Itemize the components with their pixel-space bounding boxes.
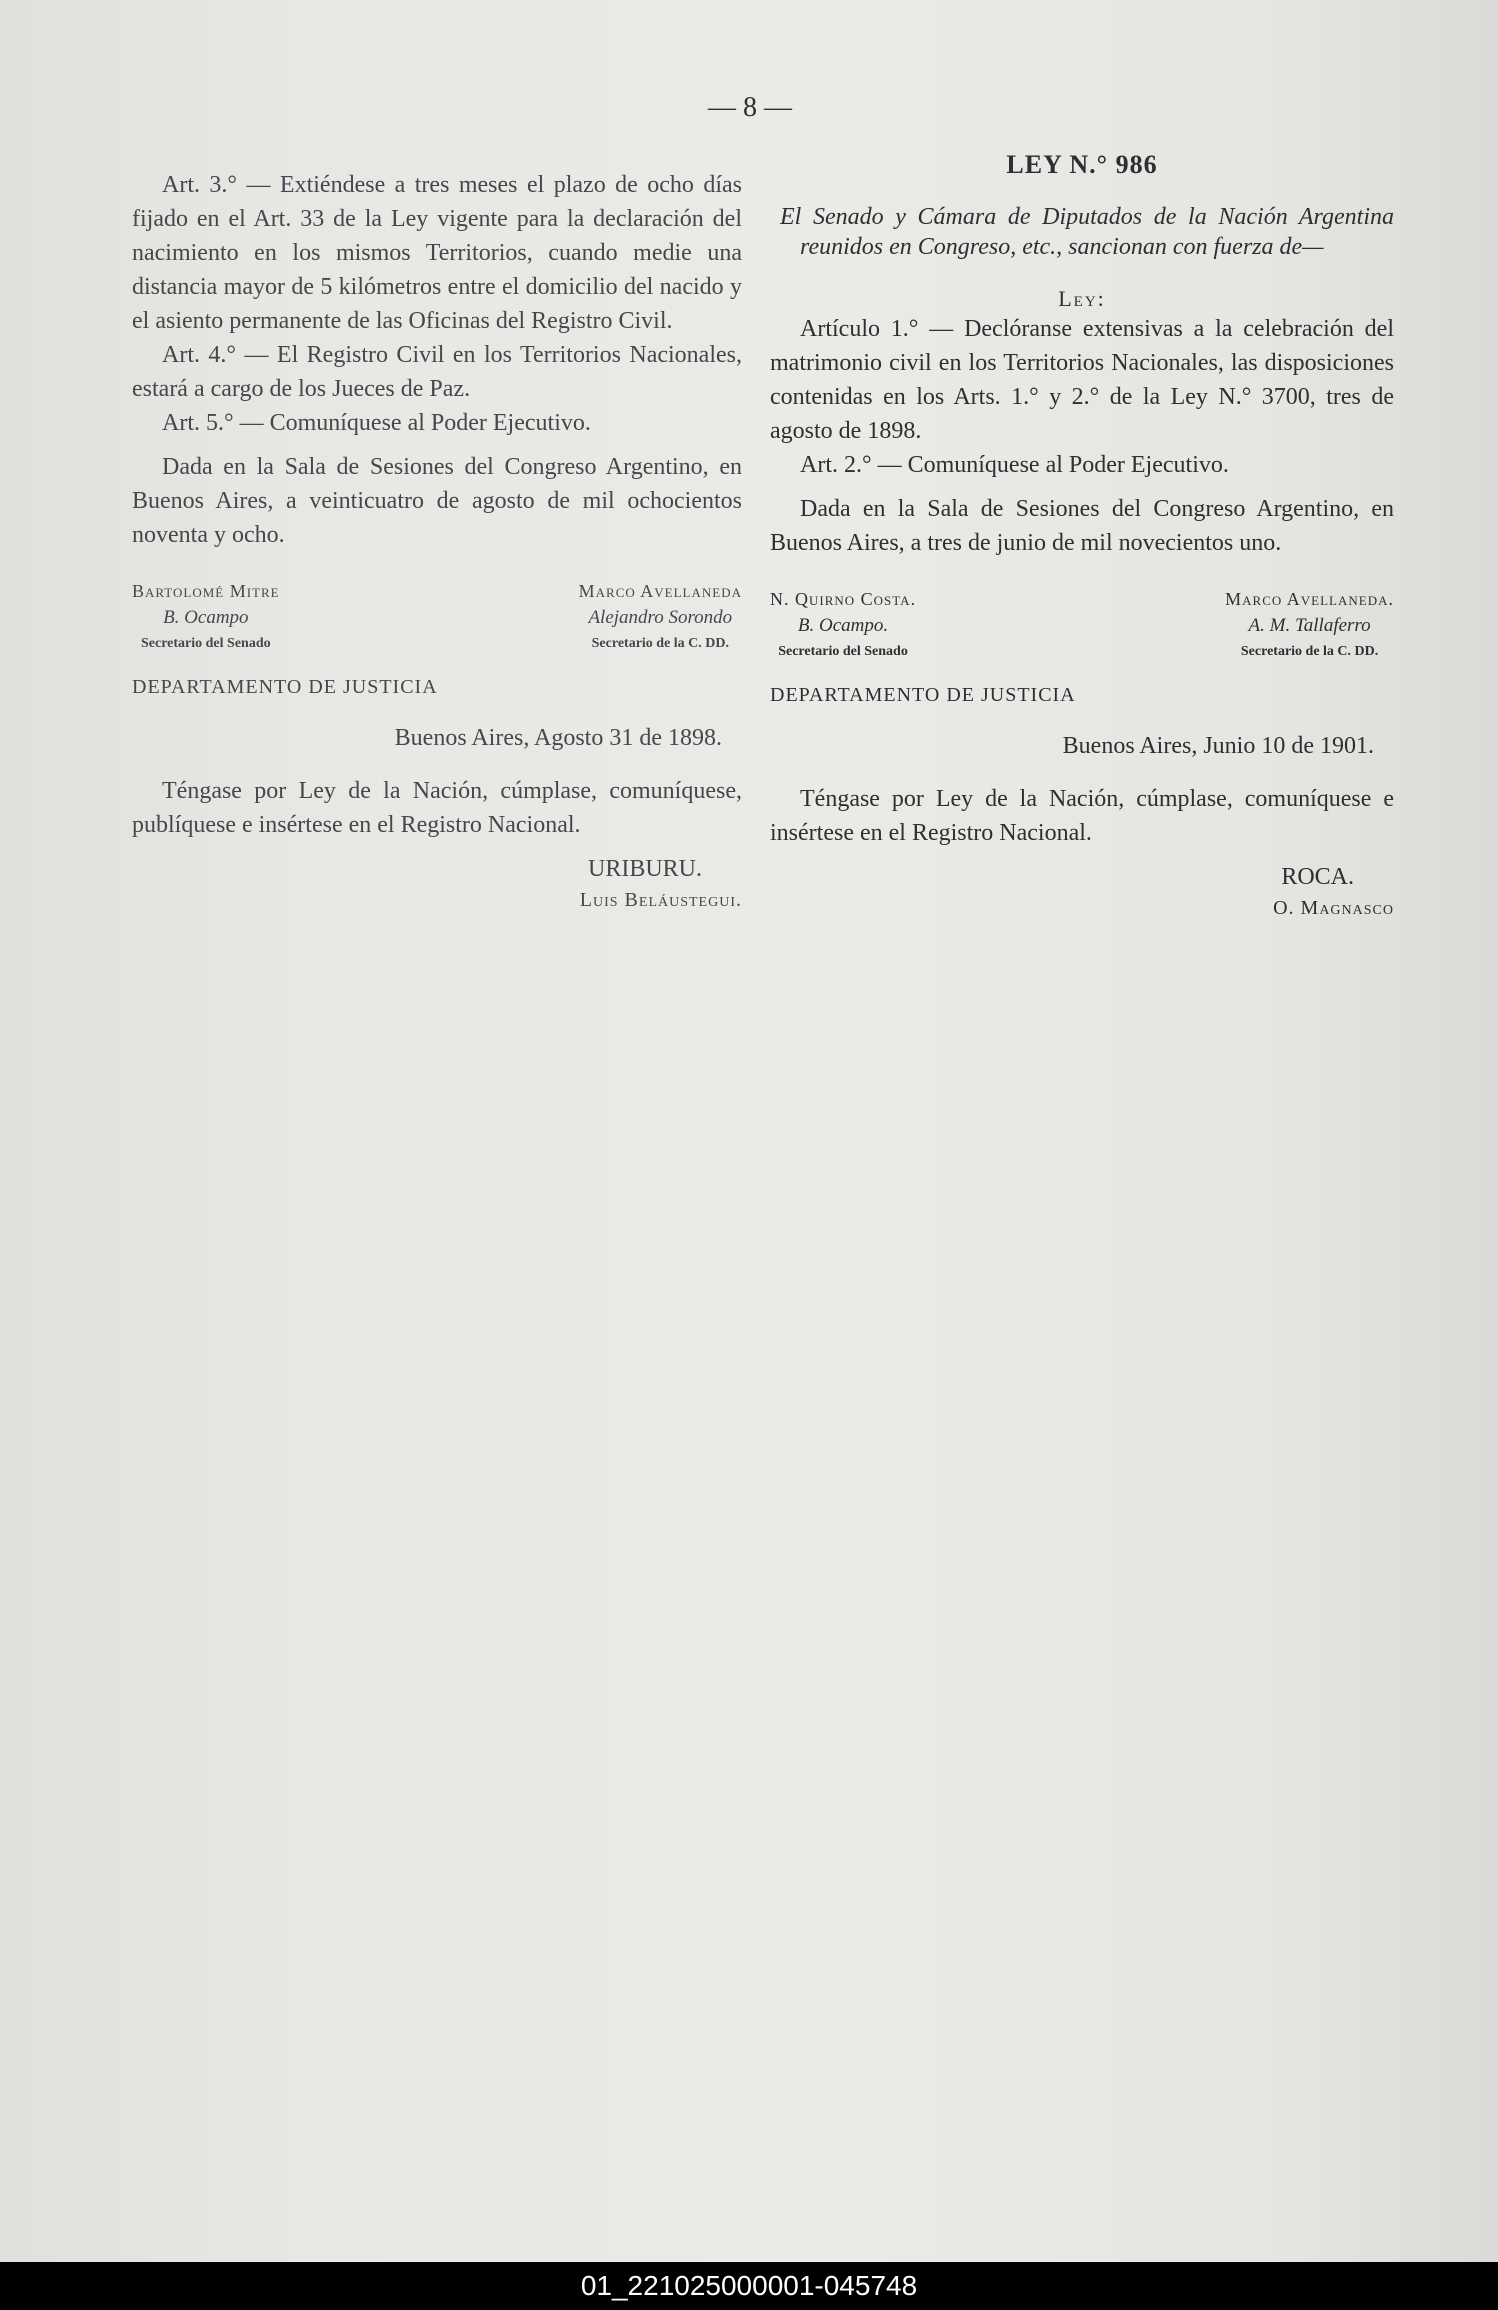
senate-role: Secretario del Senado [140, 636, 271, 651]
article-5: Art. 5.° — Comuníquese al Poder Ejecutivo. [162, 410, 591, 436]
department-heading: DEPARTAMENTO DE JUSTICIA [770, 684, 1076, 706]
decree-date: Buenos Aires, Agosto 31 de 1898. [394, 725, 722, 751]
closing-paragraph: Téngase por Ley de la Nación, cúmplase, comuníquese, publíquese e insértese en el Registro Nacional. [132, 778, 742, 838]
senate-secretary: B. Ocampo. [797, 615, 889, 636]
deputies-signature [579, 578, 742, 656]
article-4: Art. 4.° — El Registro Civil en los Territorios Nacionales, estará a cargo de los Jueces de Paz. [132, 342, 742, 402]
senate-secretary: B. Ocampo [163, 607, 249, 628]
signatures [770, 586, 1394, 664]
deputies-president: Marco Avellaneda [578, 581, 742, 601]
deputies-signature [1225, 586, 1394, 664]
deputies-secretary: Alejandro Sorondo [588, 607, 733, 628]
minister-signature: O. Magnasco [1273, 897, 1394, 919]
article-2: Art. 2.° — Comuníquese al Poder Ejecutivo. [800, 452, 1229, 478]
dada-paragraph: Dada en la Sala de Sesiones del Congreso Argentino, en Buenos Aires, a veinticuatro de agosto de mil ochocientos noventa y ocho. [132, 454, 742, 548]
decree-date: Buenos Aires, Junio 10 de 1901. [1062, 733, 1374, 759]
deputies-secretary: A. M. Tallaferro [1248, 615, 1371, 636]
deputies-president: Marco Avellaneda. [1225, 589, 1394, 609]
president-signature: ROCA. [1281, 864, 1354, 890]
article-1: Artículo 1.° — Declóranse extensivas a la celebración del matrimonio civil en los Territorios Nacionales, las disposiciones contenidas en los Arts. 1.° y 2.° de la Ley N.° 3700, tres de agosto de 1898. [770, 316, 1394, 444]
page-number: — 8 — [708, 92, 792, 123]
senate-president: Bartolomé Mitre [132, 581, 280, 601]
ley-heading: Ley: [1058, 286, 1106, 311]
deputies-role: Secretario de la C. DD. [591, 636, 730, 651]
senate-signature [132, 578, 280, 656]
senate-president: N. Quirno Costa. [770, 589, 917, 609]
signatures [132, 578, 742, 656]
right-column [770, 150, 1394, 920]
senate-signature [770, 586, 916, 664]
enacting-clause: El Senado y Cámara de Diputados de la Nación Argentina reunidos en Congreso, etc., sancionan con fuerza de— [780, 204, 1394, 260]
president-signature: URIBURU. [587, 856, 702, 882]
article-3: Art. 3.° — Extiéndese a tres meses el plazo de ocho días fijado en el Art. 33 de la Ley vigente para la declaración del nacimiento en los mismos Territorios, cuando medie una distancia mayor de 5 kilómetros entre el domicilio del nacido y el asiento permanente de las Oficinas del Registro Civil. [132, 172, 742, 334]
closing-paragraph: Téngase por Ley de la Nación, cúmplase, comuníquese e insértese en el Registro Nacional. [770, 786, 1394, 846]
senate-role: Secretario del Senado [778, 644, 908, 659]
deputies-role: Secretario de la C. DD. [1240, 644, 1379, 659]
dada-paragraph: Dada en la Sala de Sesiones del Congreso Argentino, en Buenos Aires, a tres de junio de mil novecientos uno. [770, 496, 1394, 556]
scan-id-footer: 01_221025000001-045748 [0, 2262, 1498, 2310]
minister-signature: Luis Beláustegui. [579, 889, 742, 911]
law-title: LEY N.° 986 [1006, 150, 1158, 179]
department-heading: DEPARTAMENTO DE JUSTICIA [132, 676, 438, 698]
left-column [132, 168, 742, 912]
